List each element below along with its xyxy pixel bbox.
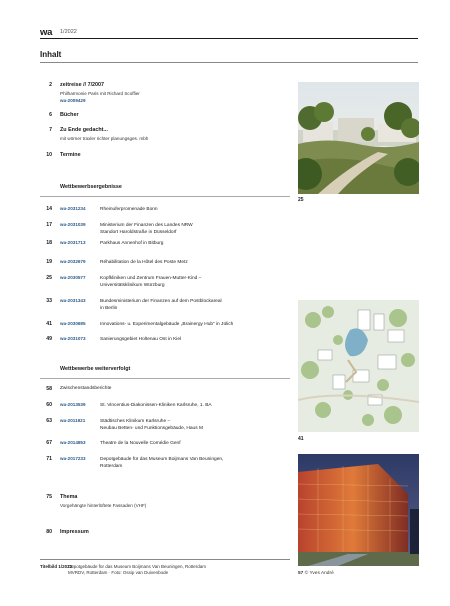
- title-rule: [40, 62, 418, 63]
- entry-code-link[interactable]: wa-2032679: [60, 259, 86, 264]
- entry-code-link[interactable]: wa-2017233: [60, 456, 86, 461]
- entry-description: Ministerium der Finanzen des Landes NRW Standort Haroldstraße in Düsseldorf: [100, 223, 193, 235]
- entry-description: Theatre de la Nouvelle Comédie Genf: [100, 441, 181, 446]
- entry-subtitle: Philharmonie Paris mit Richard Scoffier: [60, 91, 140, 96]
- entry-title: Impressum: [60, 529, 89, 535]
- figure-park-rendering: [298, 82, 419, 194]
- entry-title: Bücher: [60, 112, 79, 118]
- section-followed-heading: Wettbewerbe weiterverfolgt: [60, 366, 131, 372]
- entry-number: 67: [46, 440, 52, 446]
- entry-code-link[interactable]: wa-2030577: [60, 275, 86, 280]
- entry-number: 60: [46, 402, 52, 408]
- cover-image-description: Depotgebäude für das Museum Boijmans Van Beuningen, Rotterdam MVRDV, Rotterdam · Foto: Ossip van Duivenbode: [68, 564, 206, 575]
- entry-number: 58: [46, 386, 52, 392]
- entry-number: 75: [46, 494, 52, 500]
- entry-description: Innovations- u. Experimentalgebäude „Brainergy Hub“ in Jülich: [100, 322, 234, 327]
- entry-number: 2: [49, 82, 52, 88]
- cover-image-label: Titelbild 1/2022:: [40, 564, 74, 569]
- magazine-logo: wa: [40, 27, 53, 38]
- entry-description: Parkhaus Annenhof in Bitburg: [100, 241, 164, 246]
- entry-code-link[interactable]: wa-2030685: [60, 321, 86, 326]
- entry-title: Zu Ende gedacht...: [60, 127, 108, 133]
- entry-code-link[interactable]: wa-2031234: [60, 206, 86, 211]
- page-title: Inhalt: [40, 50, 62, 59]
- entry-description: Städtisches Klinikum Karlsruhe – Neubau Betten- und Funktionsgebäude, Haus M: [100, 419, 203, 431]
- figure-caption: 41: [298, 436, 304, 442]
- photo-credit-text: © Yves André: [304, 571, 334, 576]
- header-rule: [40, 38, 418, 39]
- entry-number: 18: [46, 240, 52, 246]
- figure-site-plan: [298, 300, 419, 432]
- issue-number: 1/2022: [60, 29, 77, 35]
- figure-cover-photo: [298, 454, 419, 566]
- entry-number: 6: [49, 112, 52, 118]
- section-rule: [40, 196, 290, 197]
- entry-description: Depotgebäude für das Museum Boijmans Van Beuningen, Rotterdam: [100, 457, 224, 469]
- footer-rule: [40, 559, 290, 560]
- entry-description: Sanierungsgebiet Holtenau Ost in Kiel: [100, 337, 182, 342]
- entry-title: Termine: [60, 152, 81, 158]
- entry-number: 63: [46, 418, 52, 424]
- entry-description: Réhabilitation de la Hôtel des Poste Metz: [100, 260, 188, 265]
- figure-caption: 25: [298, 197, 304, 203]
- entry-number: 49: [46, 336, 52, 342]
- entry-code-link[interactable]: wa-2011921: [60, 418, 86, 423]
- entry-code-link[interactable]: wa-2013539: [60, 402, 86, 407]
- photo-credit: [298, 571, 334, 576]
- section-rule-2: [40, 378, 290, 379]
- photo-credit-page: 57: [298, 571, 304, 576]
- entry-description: St. Vincentius-Diakonissen-Kliniken Karlsruhe, 1. BA: [100, 403, 212, 408]
- entry-number: 19: [46, 259, 52, 265]
- entry-code-link[interactable]: wa-2031073: [60, 336, 86, 341]
- entry-number: 7: [49, 127, 52, 133]
- entry-number: 17: [46, 222, 52, 228]
- entry-number: 33: [46, 298, 52, 304]
- entry-title: Thema: [60, 494, 78, 500]
- entry-subtitle: mit wörner traxler richter planungsges. mbh: [60, 136, 149, 141]
- section-competitions-heading: Wettbewerbsergebnisse: [60, 184, 122, 190]
- entry-code-link[interactable]: wa-2014853: [60, 440, 86, 445]
- entry-code-link[interactable]: wa-2031039: [60, 222, 86, 227]
- entry-number: 80: [46, 529, 52, 535]
- entry-number: 41: [46, 321, 52, 327]
- entry-description: Rheinuferpromenade Bonn: [100, 207, 158, 212]
- entry-description: Kopfkliniken und Zentrum Frauen-Mutter-Kind – Universitätsklinikum Würzburg: [100, 276, 202, 288]
- entry-title: zeitreise // 7/2007: [60, 82, 105, 88]
- entry-description: Bundesministerium der Finanzen auf dem Postblockareal in Berlin: [100, 299, 222, 311]
- entry-code-link[interactable]: wa-2031713: [60, 240, 86, 245]
- entry-code-link[interactable]: wa-2031343: [60, 298, 86, 303]
- entry-description: Zwischenstandsberichte: [60, 386, 112, 391]
- entry-code-link: wa-2009429: [60, 98, 86, 103]
- entry-number: 71: [46, 456, 52, 462]
- entry-number: 10: [46, 152, 52, 158]
- entry-subtitle: Vorgehängte hinterlüftete Fassaden (VHF): [60, 503, 147, 508]
- entry-number: 14: [46, 206, 52, 212]
- entry-number: 25: [46, 275, 52, 281]
